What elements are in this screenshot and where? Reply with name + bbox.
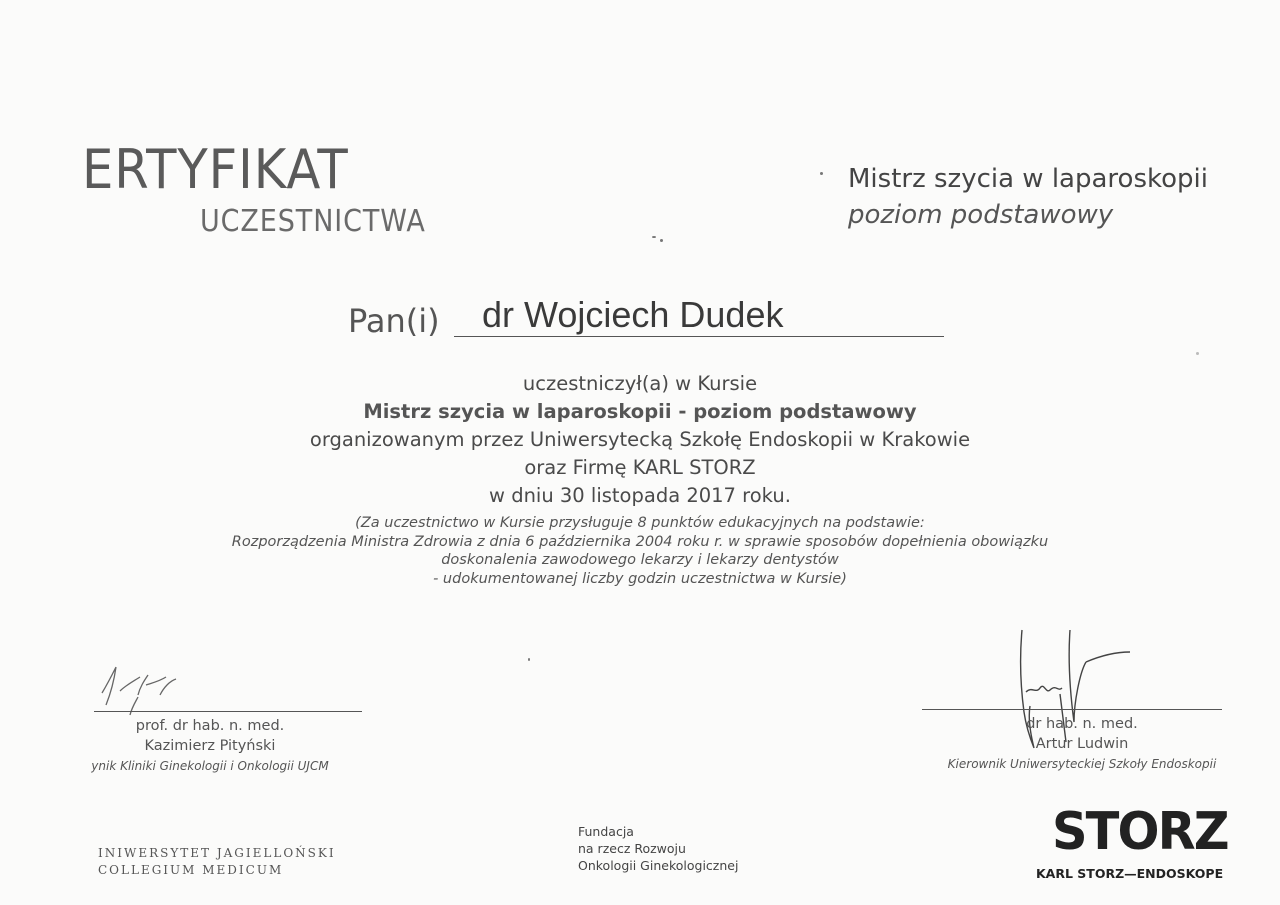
- body-line-course-name: Mistrz szycia w laparoskopii - poziom podstawowy: [363, 400, 917, 423]
- certificate-title: ERTYFIKAT: [82, 138, 349, 201]
- legal-line-4: - udokumentowanej liczby godzin uczestnictwa w Kursie): [433, 570, 847, 587]
- signatory-left-degree: prof. dr hab. n. med.: [135, 718, 285, 734]
- recipient-name: dr Wojciech Dudek: [482, 294, 784, 335]
- certificate-subtitle: UCZESTNICTWA: [200, 204, 426, 239]
- certificate-body: [240, 370, 1040, 510]
- storz-logo: [1034, 802, 1244, 888]
- signatory-right-name: Artur Ludwin: [1035, 736, 1129, 752]
- body-line-date: w dniu 30 listopada 2017 roku.: [489, 484, 791, 507]
- university-line-1: INIWERSYTET JAGIELLOŃSKI: [98, 846, 336, 860]
- university-mark: [98, 845, 336, 879]
- scan-speck: [652, 236, 656, 238]
- scan-speck: [1196, 352, 1199, 355]
- foundation-line-3: Onkologii Ginekologicznej: [578, 858, 739, 873]
- recipient-row: [348, 292, 948, 340]
- university-line-2: COLLEGIUM MEDICUM: [98, 863, 284, 877]
- left-signature-line: [94, 711, 362, 712]
- signatory-right-role: Kierownik Uniwersyteckiej Szkoły Endoskopii: [947, 757, 1217, 771]
- storz-logo-sub: KARL STORZ—ENDOSKOPE: [1036, 866, 1224, 881]
- signatory-left-name: Kazimierz Pityński: [144, 738, 276, 754]
- body-line-participated: uczestniczył(a) w Kursie: [522, 372, 758, 395]
- legal-line-1: (Za uczestnictwo w Kursie przysługuje 8 punktów edukacyjnych na podstawie:: [355, 515, 925, 531]
- scan-speck: [528, 658, 530, 661]
- left-signature: [90, 655, 200, 725]
- scan-speck: [660, 239, 663, 242]
- signatory-left-role: ynik Kliniki Ginekologii i Onkologii UJCM: [91, 759, 329, 773]
- signatory-right: [932, 714, 1232, 774]
- storz-logo-main: STORZ: [1052, 802, 1228, 862]
- legal-note: [160, 514, 1120, 588]
- legal-line-3: doskonalenia zawodowego lekarzy i lekarzy dentystów: [441, 552, 839, 568]
- signatory-right-degree: dr hab. n. med.: [1026, 716, 1138, 732]
- body-line-organizer: organizowanym przez Uniwersytecką Szkołę Endoskopii w Krakowie: [309, 428, 971, 451]
- right-signature-line: [922, 709, 1222, 710]
- foundation-line-2: na rzecz Rozwoju: [578, 841, 686, 856]
- recipient-underline: [454, 336, 944, 337]
- recipient-label: Pan(i): [348, 302, 440, 340]
- foundation-line-1: Fundacja: [578, 824, 634, 839]
- body-line-company: oraz Firmę KARL STORZ: [524, 456, 756, 479]
- signatory-left: [60, 716, 360, 776]
- scan-speck: [820, 172, 823, 175]
- course-header-level: poziom podstawowy: [848, 200, 1114, 230]
- course-header-title: Mistrz szycia w laparoskopii: [848, 164, 1208, 194]
- foundation-mark: [578, 823, 738, 874]
- legal-line-2: Rozporządzenia Ministra Zdrowia z dnia 6 października 2004 roku r. w sprawie sposobów dopełnienia obowiązku: [231, 533, 1049, 550]
